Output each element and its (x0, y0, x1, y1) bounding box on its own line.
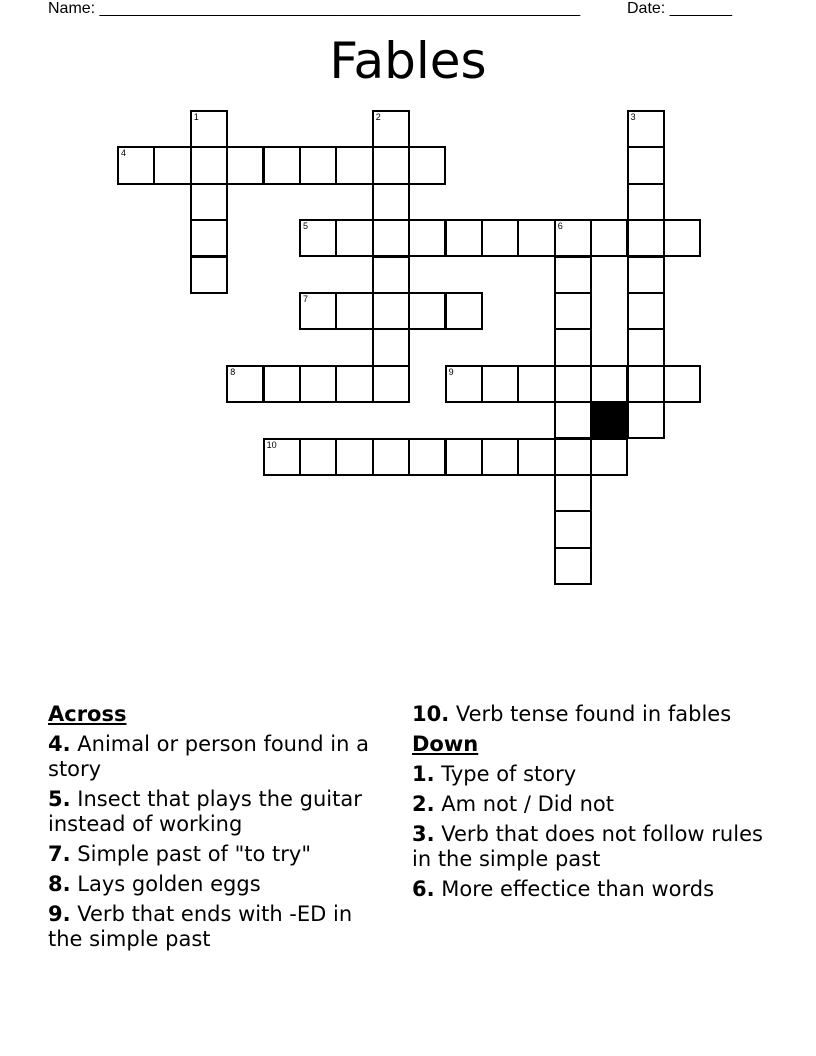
grid-cell[interactable] (408, 292, 446, 330)
grid-cell[interactable] (627, 292, 665, 330)
cell-number: 5 (303, 221, 309, 232)
down-clue (412, 822, 782, 872)
grid-cell[interactable] (517, 365, 555, 403)
grid-cell[interactable] (263, 438, 301, 476)
clue-text: Verb that does not follow rules in the simple past (412, 822, 763, 871)
down-clue (412, 792, 782, 817)
grid-cell[interactable] (481, 365, 519, 403)
clue-number: 10. (412, 702, 450, 726)
grid-cell[interactable] (190, 146, 228, 184)
grid-cell[interactable] (299, 292, 337, 330)
grid-cell[interactable] (226, 365, 264, 403)
cell-number: 3 (630, 112, 636, 122)
across-clue (412, 702, 782, 727)
grid-cell[interactable] (190, 219, 228, 257)
down-clue (412, 762, 782, 787)
grid-cell[interactable] (299, 219, 337, 257)
clue-text: Insect that plays the guitar instead of working (48, 787, 362, 836)
clue-text: Type of story (441, 762, 577, 786)
grid-cell[interactable] (554, 256, 592, 294)
clue-number: 8. (48, 872, 71, 896)
grid-cell[interactable] (190, 110, 228, 148)
grid-cell[interactable] (445, 292, 483, 330)
clue-number: 5. (48, 787, 71, 811)
grid-cell[interactable] (627, 146, 665, 184)
grid-cell[interactable] (372, 183, 410, 221)
grid-cell[interactable] (517, 438, 555, 476)
grid-cell[interactable] (263, 365, 301, 403)
clue-text: More effectice than words (441, 877, 715, 901)
across-clue (48, 787, 388, 837)
grid-cell[interactable] (627, 110, 665, 148)
cell-number: 8 (230, 366, 236, 377)
cell-number: 1 (193, 112, 199, 122)
grid-cell[interactable] (299, 438, 337, 476)
grid-cell[interactable] (445, 219, 483, 257)
grid-cell[interactable] (335, 365, 373, 403)
grid-cell[interactable] (590, 438, 628, 476)
grid-cell[interactable] (335, 146, 373, 184)
grid-cell[interactable] (226, 146, 264, 184)
grid-cell[interactable] (554, 401, 592, 439)
grid-cell[interactable] (335, 219, 373, 257)
down-clue (412, 877, 782, 902)
grid-cell[interactable] (517, 219, 555, 257)
grid-cell[interactable] (481, 438, 519, 476)
clue-text: Lays golden eggs (77, 872, 261, 896)
grid-cell[interactable] (663, 365, 701, 403)
grid-cell[interactable] (372, 292, 410, 330)
grid-cell[interactable] (372, 328, 410, 366)
grid-cell[interactable] (372, 438, 410, 476)
page-title: Fables (329, 32, 487, 90)
clue-text: Am not / Did not (441, 792, 614, 816)
clue-number: 3. (412, 822, 435, 846)
grid-cell[interactable] (408, 438, 446, 476)
clue-text: Simple past of "to try" (77, 842, 311, 866)
grid-cell[interactable] (554, 365, 592, 403)
grid-cell[interactable] (372, 365, 410, 403)
grid-cell[interactable] (299, 365, 337, 403)
black-cell (590, 401, 628, 439)
cell-number: 9 (448, 366, 454, 377)
grid-cell[interactable] (590, 365, 628, 403)
clue-text: Verb that ends with -ED in the simple past (48, 902, 353, 951)
clue-number: 4. (48, 732, 71, 756)
grid-cell[interactable] (372, 256, 410, 294)
grid-cell[interactable] (408, 219, 446, 257)
grid-cell[interactable] (554, 474, 592, 512)
grid-cell[interactable] (627, 183, 665, 221)
clue-number: 2. (412, 792, 435, 816)
across-clue (48, 872, 388, 897)
clue-column-right (412, 702, 782, 907)
grid-cell[interactable] (554, 547, 592, 585)
grid-cell[interactable] (554, 510, 592, 548)
clue-number: 7. (48, 842, 71, 866)
across-clue (48, 902, 388, 952)
date-field-label: Date: _______ (627, 0, 732, 17)
grid-cell[interactable] (627, 401, 665, 439)
grid-cell[interactable] (663, 219, 701, 257)
grid-cell[interactable] (445, 365, 483, 403)
grid-cell[interactable] (481, 219, 519, 257)
across-clue (48, 842, 388, 867)
grid-cell[interactable] (554, 438, 592, 476)
grid-cell[interactable] (554, 328, 592, 366)
grid-cell[interactable] (372, 219, 410, 257)
crossword-grid (117, 110, 699, 584)
name-field-label: Name: ______________________________________________________ (48, 0, 581, 17)
cell-number: 10 (266, 439, 277, 450)
grid-cell[interactable] (627, 328, 665, 366)
grid-cell[interactable] (263, 146, 301, 184)
across-heading: Across (48, 702, 127, 726)
cell-number: 2 (375, 112, 381, 122)
grid-cell[interactable] (372, 146, 410, 184)
clue-number: 9. (48, 902, 71, 926)
grid-cell[interactable] (372, 110, 410, 148)
cell-number: 7 (303, 294, 309, 304)
grid-cell[interactable] (190, 256, 228, 294)
clue-number: 6. (412, 877, 435, 901)
grid-cell[interactable] (153, 146, 191, 184)
grid-cell[interactable] (299, 146, 337, 184)
grid-cell[interactable] (117, 146, 155, 184)
clue-number: 1. (412, 762, 435, 786)
clue-text: Animal or person found in a story (48, 732, 369, 781)
grid-cell[interactable] (335, 292, 373, 330)
cell-number: 6 (557, 221, 563, 232)
down-heading: Down (412, 732, 479, 756)
clue-column-left (48, 702, 388, 957)
clue-text: Verb tense found in fables (455, 702, 732, 726)
grid-cell[interactable] (408, 146, 446, 184)
across-clue (48, 732, 388, 782)
grid-cell[interactable] (335, 438, 373, 476)
grid-cell[interactable] (554, 219, 592, 257)
grid-cell[interactable] (627, 365, 665, 403)
grid-cell[interactable] (590, 219, 628, 257)
grid-cell[interactable] (190, 183, 228, 221)
grid-cell[interactable] (627, 219, 665, 257)
grid-cell[interactable] (627, 256, 665, 294)
grid-cell[interactable] (445, 438, 483, 476)
grid-cell[interactable] (554, 292, 592, 330)
cell-number: 4 (121, 148, 127, 159)
